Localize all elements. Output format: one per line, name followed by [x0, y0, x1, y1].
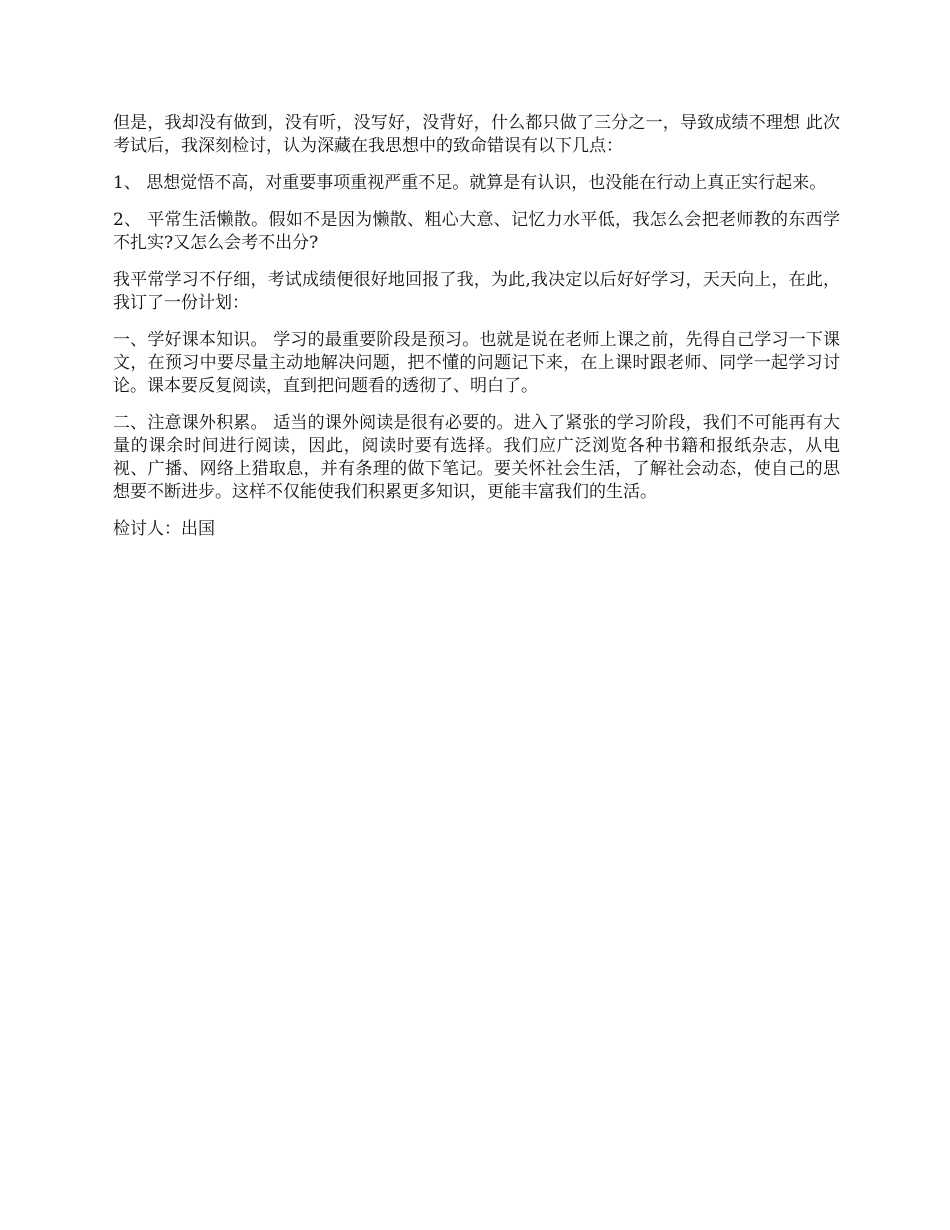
signature: 检讨人：出国: [113, 519, 215, 539]
paragraph-plan-2: 二、注意课外积累。 适当的课外阅读是很有必要的。进入了紧张的学习阶段，我们不可能再有大量的课余时间进行阅读，因此，阅读时要有选择。我们应广泛浏览各种书籍和报纸杂志，从电视、广播、网络上猎取息，并有条理的做下笔记。要关怀社会生活，了解社会动态，使自己的思想要不断进步。这样不仅能使我们积累更多知识，更能丰富我们的生活。: [113, 413, 840, 502]
paragraph-intro: 但是，我却没有做到，没有听，没写好，没背好，什么都只做了三分之一，导致成绩不理想 此次考试后，我深刻检讨，认为深藏在我思想中的致命错误有以下几点：: [113, 113, 840, 156]
document-body: [113, 112, 840, 541]
paragraph-point-1: 1、 思想觉悟不高，对重要事项重视严重不足。就算是有认识，也没能在行动上真正实行起来。: [113, 173, 827, 193]
paragraph-plan-1: 一、学好课本知识。 学习的最重要阶段是预习。也就是说在老师上课之前，先得自己学习一下课文，在预习中要尽量主动地解决问题，把不懂的问题记下来，在上课时跟老师、同学一起学习讨论。课本要反复阅读，直到把问题看的透彻了、明白了。: [113, 330, 840, 396]
paragraph-plan-intro: 我平常学习不仔细，考试成绩便很好地回报了我，为此,我决定以后好好学习，天天向上，在此，我订了一份计划：: [113, 270, 840, 313]
paragraph-point-2: 2、 平常生活懒散。假如不是因为懒散、粗心大意、记忆力水平低，我怎么会把老师教的东西学不扎实?又怎么会考不出分?: [113, 210, 840, 253]
